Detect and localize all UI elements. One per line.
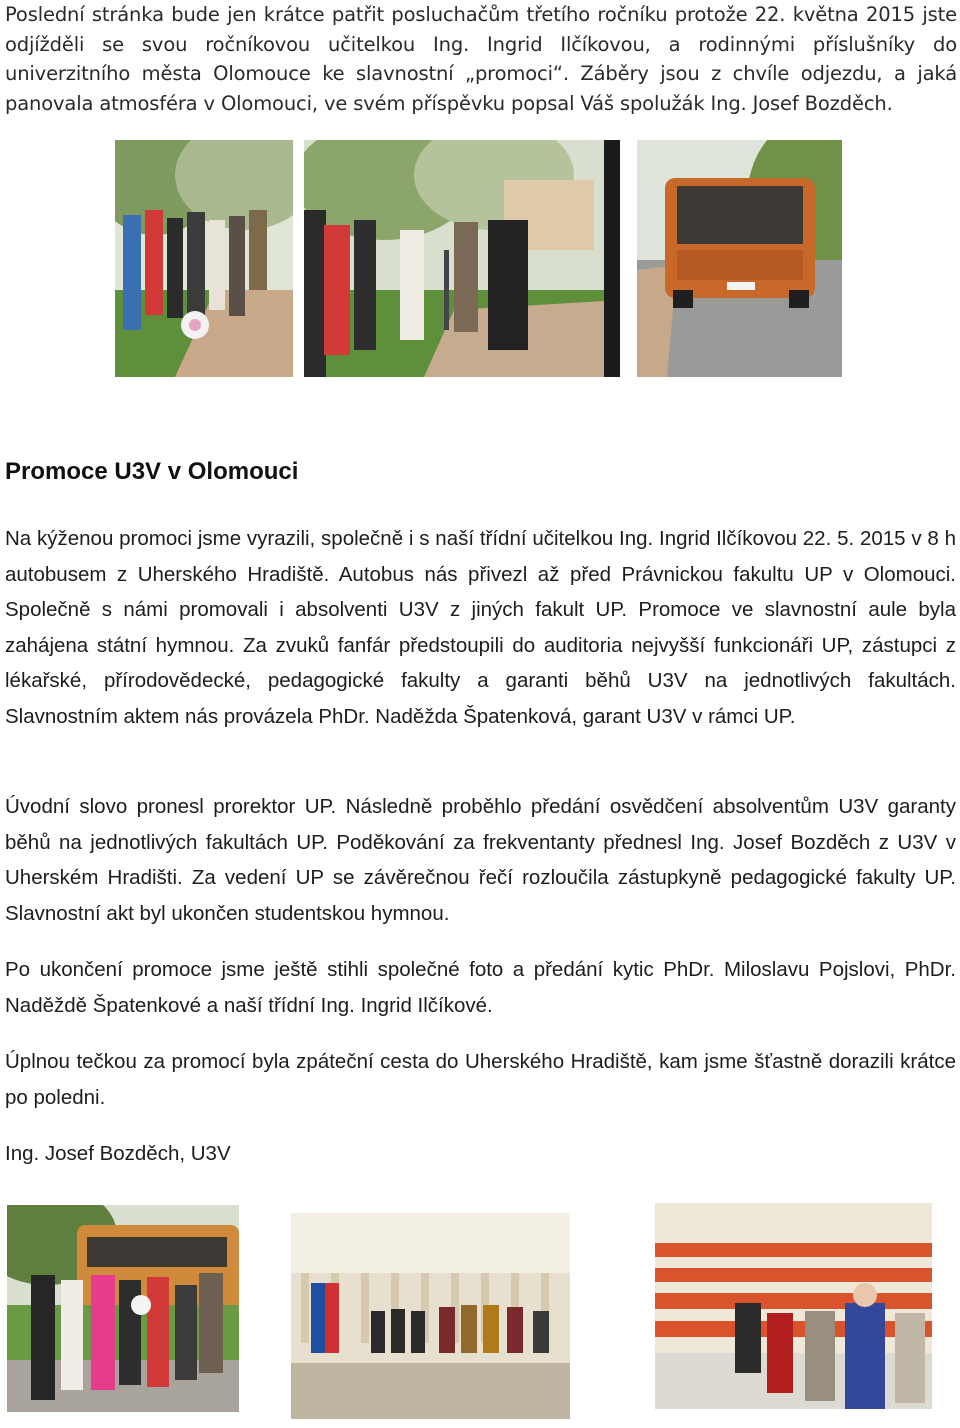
photo-departing-bus [637, 140, 842, 377]
photo-group-with-bouquets [7, 1205, 239, 1412]
intro-paragraph: Poslední stránka bude jen krátce patřit posluchačům třetího ročníku protože 22. května 2015 jste odjížděli se svou ročníkovou učitelkou Ing. Ingrid Ilčíkovou, a rodinnými příslušníky do univerzitního města Olomouce ke slavnostní „promoci“. Záběry jsou z chvíle odjezdu, a jaká panovala atmosféra v Olomouci, ve svém příspěvku popsal Váš spolužák Ing. Josef Bozděch. [5, 3, 957, 115]
photo-audience-in-hall [655, 1203, 932, 1409]
article-paragraph-1: Na kýženou promoci jsme vyrazili, společně i s naší třídní učitelkou Ing. Ingrid Ilčíkovou 22. 5. 2015 v 8 h autobusem z Uherského Hradiště. Autobus nás přivezl až před Právnickou fakultu UP v Olomouci. Společně s námi promovali i absolventi U3V z jiných fakult UP. Promoce ve slavnostní aule byla zahájena státní hymnou. Za zvuků fanfár předstoupili do auditoria nejvyšší funkcionáři UP, zástupci z lékařské, přírodovědecké, pedagogické fakulty a garanti běhů U3V na jednotlivých fakultách. Slavnostním aktem nás provázela PhDr. Naděžda Špatenková, garant U3V v rámci UP. [5, 527, 956, 728]
article-heading: Promoce U3V v Olomouci [5, 458, 299, 485]
article-signature: Ing. Josef Bozděch, U3V [5, 1142, 231, 1165]
article-paragraph-3: Po ukončení promoce jsme ještě stihli společné foto a předání kytic PhDr. Miloslavu Pojslovi, PhDr. Naděždě Špatenkové a naší třídní Ing. Ingrid Ilčíkové. [5, 958, 956, 1017]
article-paragraph-2: Úvodní slovo pronesl prorektor UP. Následně proběhlo předání osvědčení absolventům U3V garanty běhů na jednotlivých fakultách UP. Poděkování za frekventanty přednesl Ing. Josef Bozděch z U3V v Uherském Hradišti. Za vedení UP se závěrečnou řečí rozloučila zástupkyně pedagogické fakulty UP. Slavnostní akt byl ukončen studentskou hymnou. [5, 795, 956, 925]
photo-ceremony-stage [291, 1213, 570, 1419]
photo-speech-at-memorial [304, 140, 620, 377]
article-paragraph-4: Úplnou tečkou za promocí byla zpáteční cesta do Uherského Hradiště, kam jsme šťastně dorazili krátce po poledni. [5, 1050, 956, 1109]
photo-group-by-flowers [115, 140, 293, 377]
